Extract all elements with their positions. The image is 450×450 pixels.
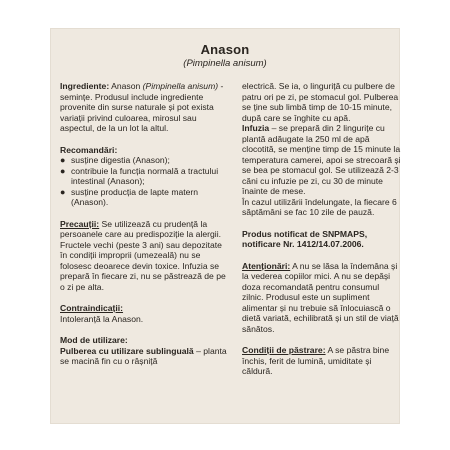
storage-text: A se păstra bine închis, ferit de lumină, umiditate și căldură. (242, 345, 390, 376)
storage-paragraph (242, 345, 402, 377)
sublingual-text: – planta se macină fin cu o râșniță (60, 345, 227, 366)
warnings-paragraph (242, 261, 402, 335)
infusion-text: – se prepară din 2 lingurițe cu plantă adăugate la 250 ml de apă clocotită, se menține timp de 15 minute la temperatura camerei, apoi se strecoară și se bea pe stomacul gol. Se utilizează 2-3 căni cu infuzie pe zi, cu 30 de minute înainte de mese. (242, 123, 401, 196)
bullet-icon: ● (60, 186, 66, 197)
contraindications-text: Intoleranță la Anason. (60, 313, 144, 324)
usage-sublingual-paragraph (60, 346, 228, 367)
recommendations-heading: Recomandări: (60, 144, 118, 155)
usage-continued: electrică. Se ia, o linguriță cu pulbere de patru ori pe zi, pe stomacul gol. Pulberea se ține sub limbă timp de 10-15 minute, după care se înghite cu apă. (242, 81, 399, 123)
ingredients-heading: Ingrediente: (60, 81, 110, 91)
contraindications-heading: Contraindicații: (60, 303, 124, 313)
right-column (242, 81, 402, 377)
ingredients-paragraph (60, 81, 228, 134)
long-term-note: În cazul utilizării îndelungate, la fiecare 6 săptămâni se fac 10 zile de pauză. (242, 196, 397, 217)
ingredients-text-a: Anason (109, 81, 143, 91)
warnings-text: A nu se lăsa la îndemâna și la vederea copiilor mici. A nu se depăși doza recomandată pentru consumul zilnic. Produsul este un supliment alimentar și nu trebuie să înlocuiască o dietă variată, echilibrată și un stil de viață sănătos. (242, 260, 399, 334)
usage-heading: Mod de utilizare: (60, 335, 128, 345)
infusion-heading: Infuzia (242, 123, 270, 133)
recommendation-item: ● susține digestia (Anason); (60, 155, 170, 165)
precautions-heading: Precauții: (60, 218, 100, 229)
storage-heading: Condiții de păstrare: (242, 345, 326, 355)
product-title: Anason (200, 42, 250, 57)
recommendation-item: ● susține producția de lapte matern (Anason). (60, 186, 199, 207)
bullet-icon: ● (60, 165, 66, 176)
infusion-paragraph (242, 123, 402, 197)
sublingual-heading: Pulberea cu utilizare sublinguală (60, 345, 194, 356)
left-column (60, 81, 228, 367)
ingredients-latin: (Pimpinella anisum) (142, 81, 219, 91)
warnings-heading: Atenționări: (242, 260, 291, 271)
recommendation-item: ● contribuie la funcția normală a tractului intestinal (Anason); (60, 165, 219, 186)
bullet-icon: ● (60, 155, 66, 165)
notification-text: Produs notificat de SNPMAPS, notificare Nr. 1412/14.07.2006. (242, 228, 368, 249)
ingredients-text-b: - semințe. Produsul include ingrediente provenite din surse naturale și pot exista variații privind culoarea, mirosul sau aspectul, de la un lot la altul. (60, 81, 224, 133)
precautions-paragraph (60, 219, 228, 293)
precautions-text: Se utilizează cu prudență la persoanele care au predispoziție la alergii. Fructele vechi (peste 3 ani) sau depozitate în condiții improprii (umezeală) nu se folosesc deoarece devin toxice. Infuzia se prepară în fiecare zi, nu se păstrează de pe o zi pe alta. (60, 218, 226, 292)
product-latin-name: (Pimpinella anisum) (183, 58, 267, 69)
